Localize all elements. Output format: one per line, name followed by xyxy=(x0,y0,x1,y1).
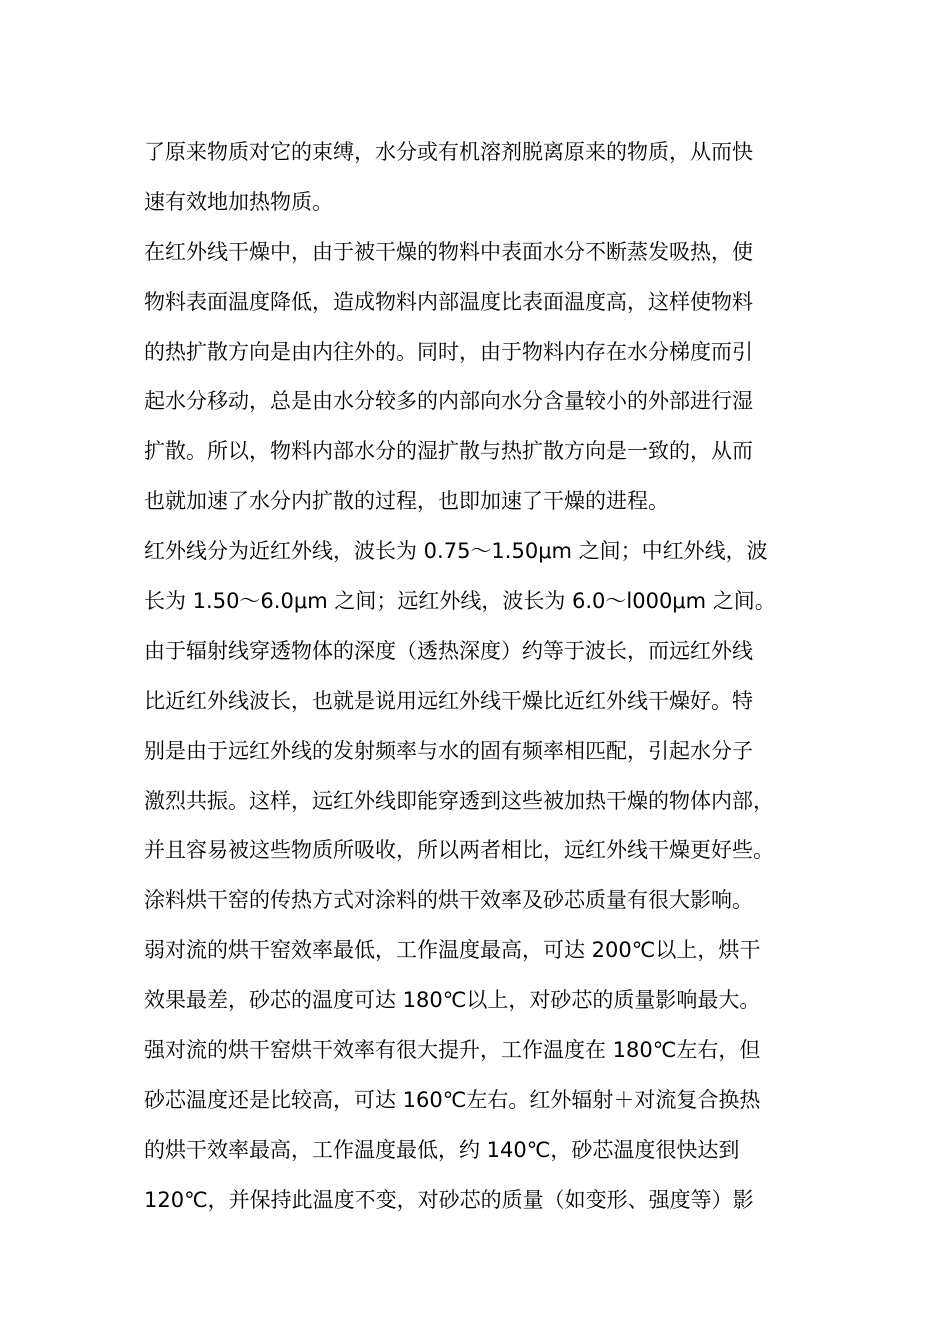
text-line-1: 了原来物质对它的束缚，水分或有机溶剂脱离原来的物质，从而快 xyxy=(144,140,753,164)
text-line-10: 长为 1.50～6.0μm 之间；远红外线，波长为 6.0～l000μm 之间。 xyxy=(144,589,776,614)
text-line-19: 强对流的烘干窑烘干效率有很大提升，工作温度在 180℃左右，但 xyxy=(144,1038,761,1063)
text-line-17: 弱对流的烘干窑效率最低，工作温度最高，可达 200℃以上，烘干 xyxy=(144,938,761,963)
body-text xyxy=(144,128,824,1226)
text-line-14: 激烈共振。这样，远红外线即能穿透到这些被加热干燥的物体内部， xyxy=(144,788,774,813)
text-line-13: 别是由于远红外线的发射频率与水的固有频率相匹配，引起水分子 xyxy=(144,738,753,763)
text-line-12: 比近红外线波长，也就是说用远红外线干燥比近红外线干燥好。特 xyxy=(144,688,753,713)
text-line-4: 物料表面温度降低，造成物料内部温度比表面温度高，这样使物料 xyxy=(144,289,753,314)
text-line-9: 红外线分为近红外线，波长为 0.75～1.50μm 之间；中红外线，波 xyxy=(144,539,768,564)
text-line-20: 砂芯温度还是比较高，可达 160℃左右。红外辐射＋对流复合换热 xyxy=(144,1087,761,1112)
text-line-16: 涂料烘干窑的传热方式对涂料的烘干效率及砂芯质量有很大影响。 xyxy=(144,888,753,913)
text-line-21: 的烘干效率最高，工作温度最低，约 140℃，砂芯温度很快达到 xyxy=(144,1137,740,1162)
text-line-15: 并且容易被这些物质所吸收，所以两者相比，远红外线干燥更好些。 xyxy=(144,838,774,863)
text-line-11: 由于辐射线穿透物体的深度（透热深度）约等于波长，而远红外线 xyxy=(144,638,753,663)
text-line-3: 在红外线干燥中，由于被干燥的物料中表面水分不断蒸发吸热，使 xyxy=(144,239,753,264)
text-line-18: 效果最差，砂芯的温度可达 180℃以上，对砂芯的质量影响最大。 xyxy=(144,988,761,1013)
text-line-2: 速有效地加热物质。 xyxy=(144,189,333,214)
text-line-7: 扩散。所以，物料内部水分的湿扩散与热扩散方向是一致的，从而 xyxy=(144,439,753,464)
text-line-5: 的热扩散方向是由内往外的。同时，由于物料内存在水分梯度而引 xyxy=(144,339,753,364)
text-line-22: 120℃，并保持此温度不变，对砂芯的质量（如变形、强度等）影 xyxy=(144,1187,754,1212)
text-line-8: 也就加速了水分内扩散的过程，也即加速了干燥的进程。 xyxy=(144,489,669,514)
text-line-6: 起水分移动，总是由水分较多的内部向水分含量较小的外部进行湿 xyxy=(144,389,753,414)
